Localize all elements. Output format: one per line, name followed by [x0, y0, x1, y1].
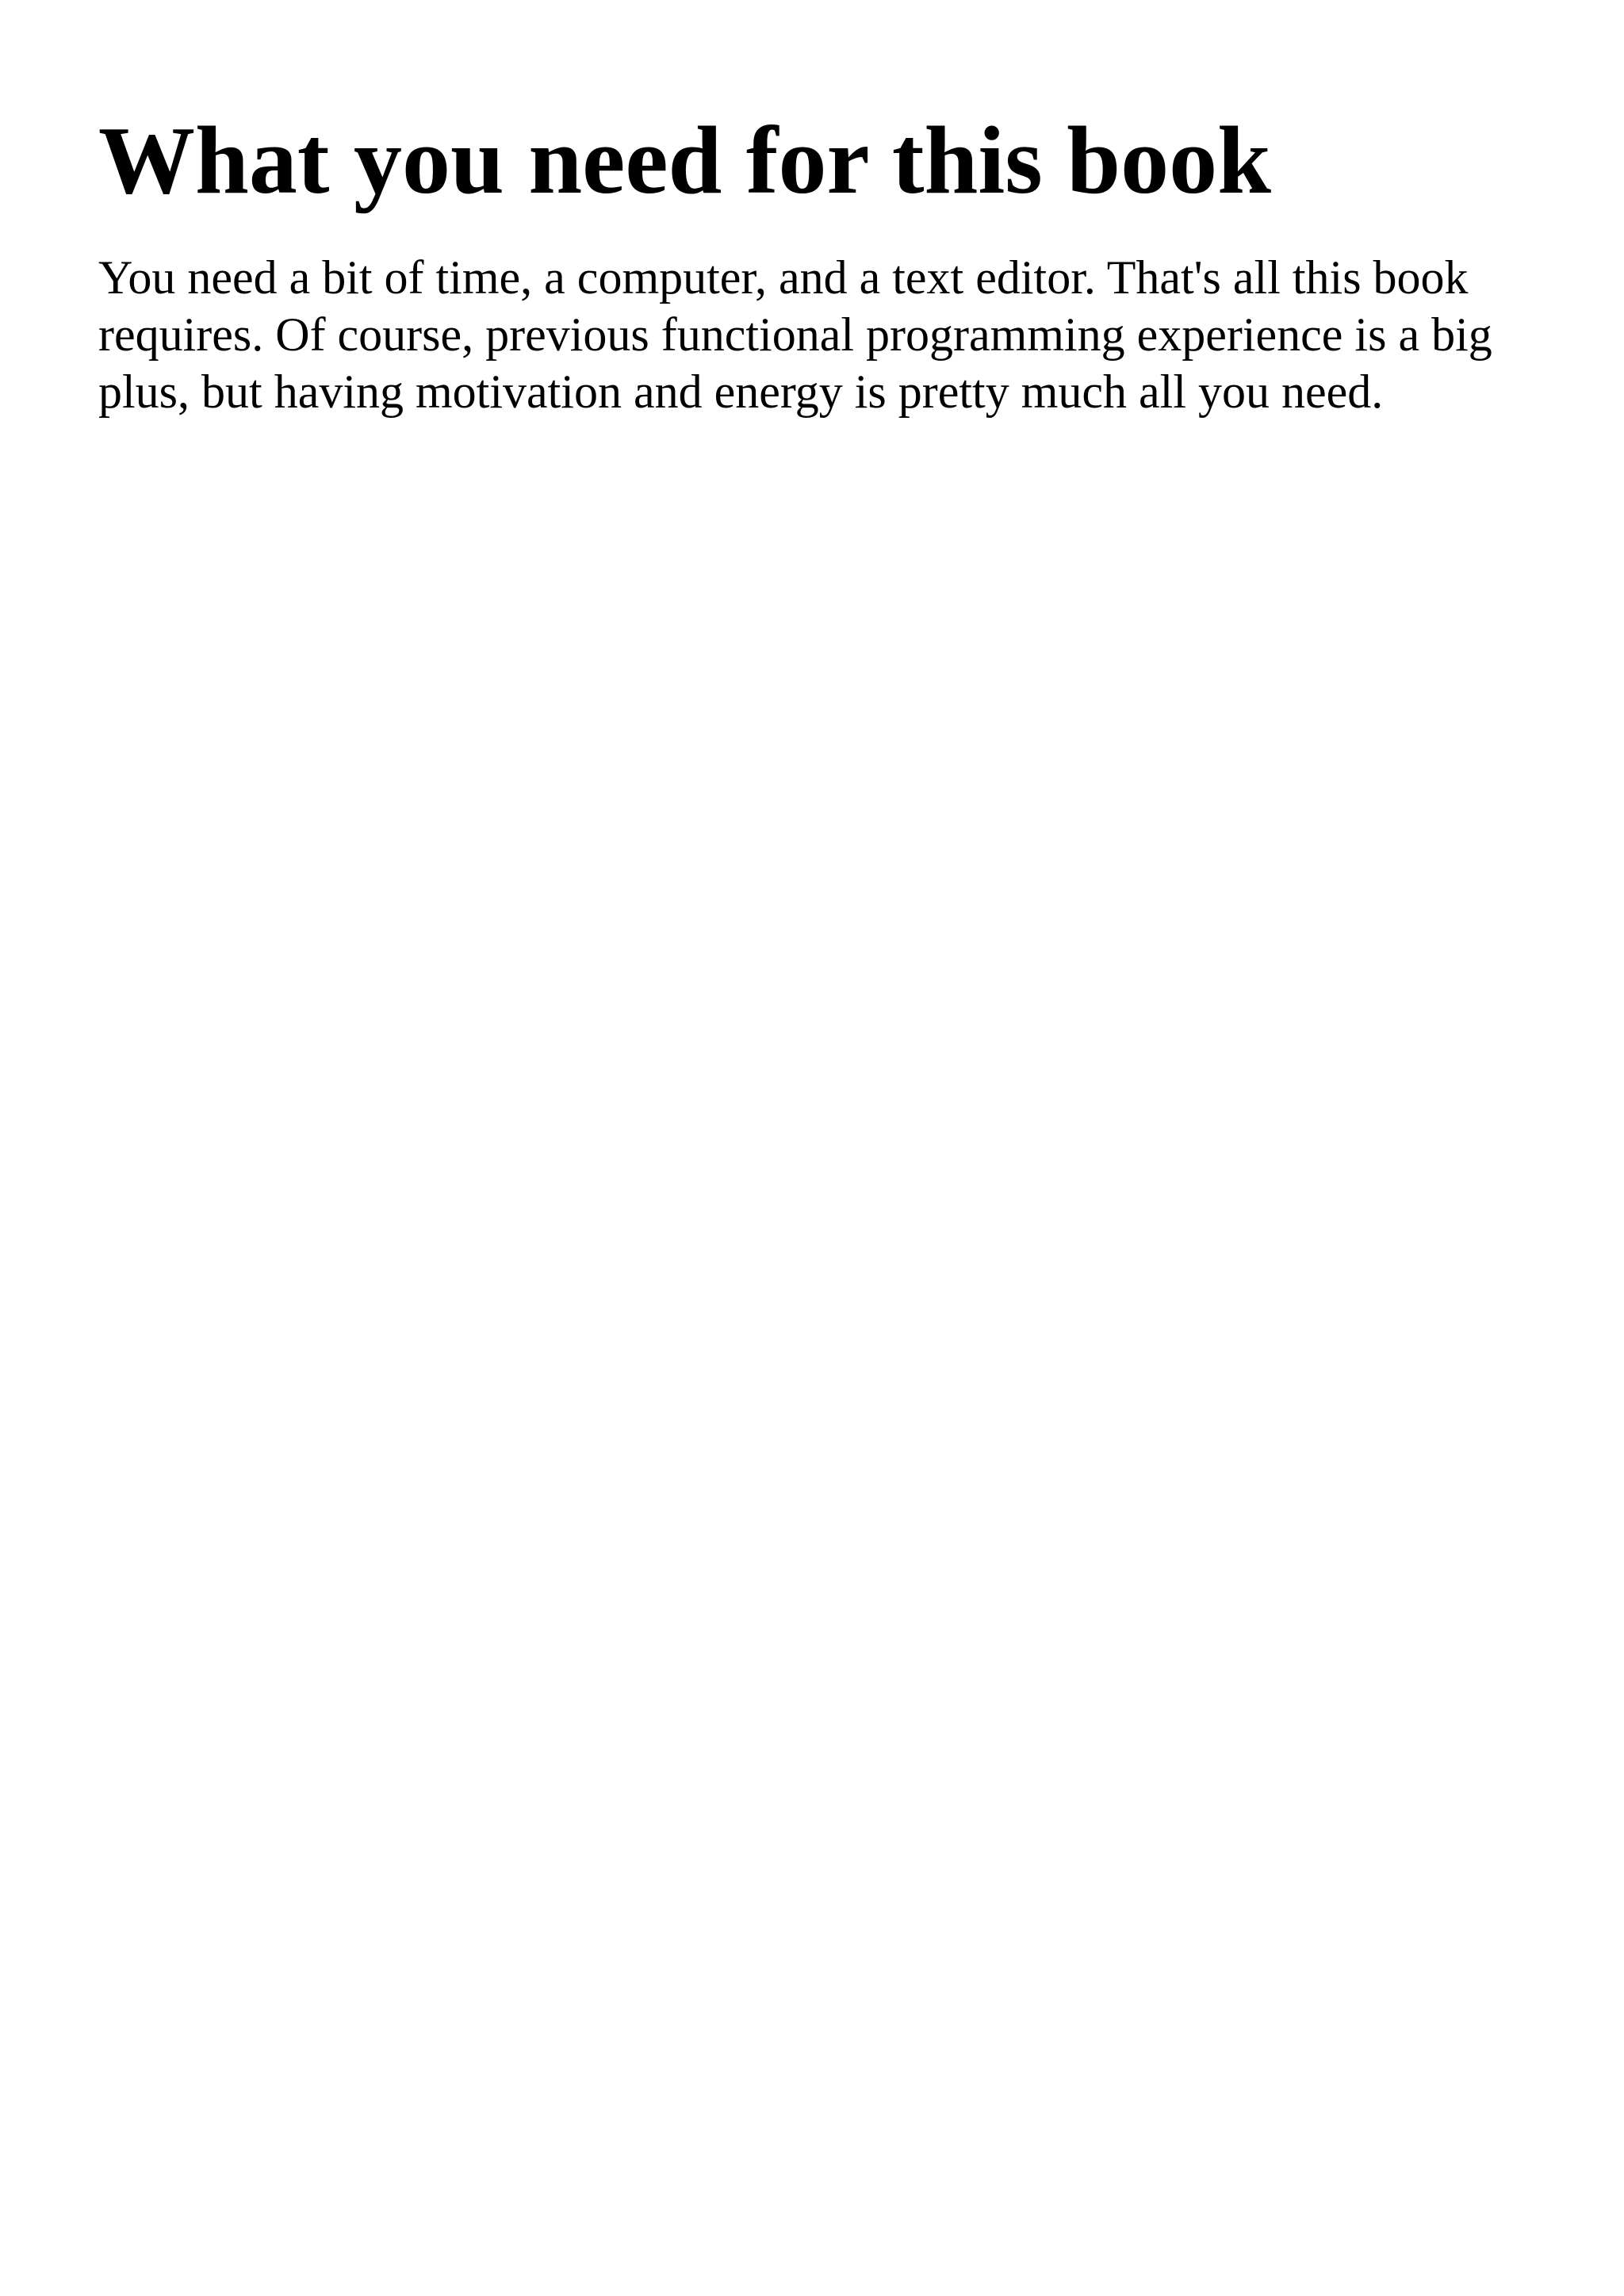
- body-paragraph: You need a bit of time, a computer, and a text editor. That's all this book requires. Of course, previous functional programming experience is a big plus, but having motivation and energy is pretty much all you need.: [98, 251, 1492, 418]
- page-content: [98, 101, 1542, 420]
- section-heading: What you need for this book: [98, 107, 1271, 214]
